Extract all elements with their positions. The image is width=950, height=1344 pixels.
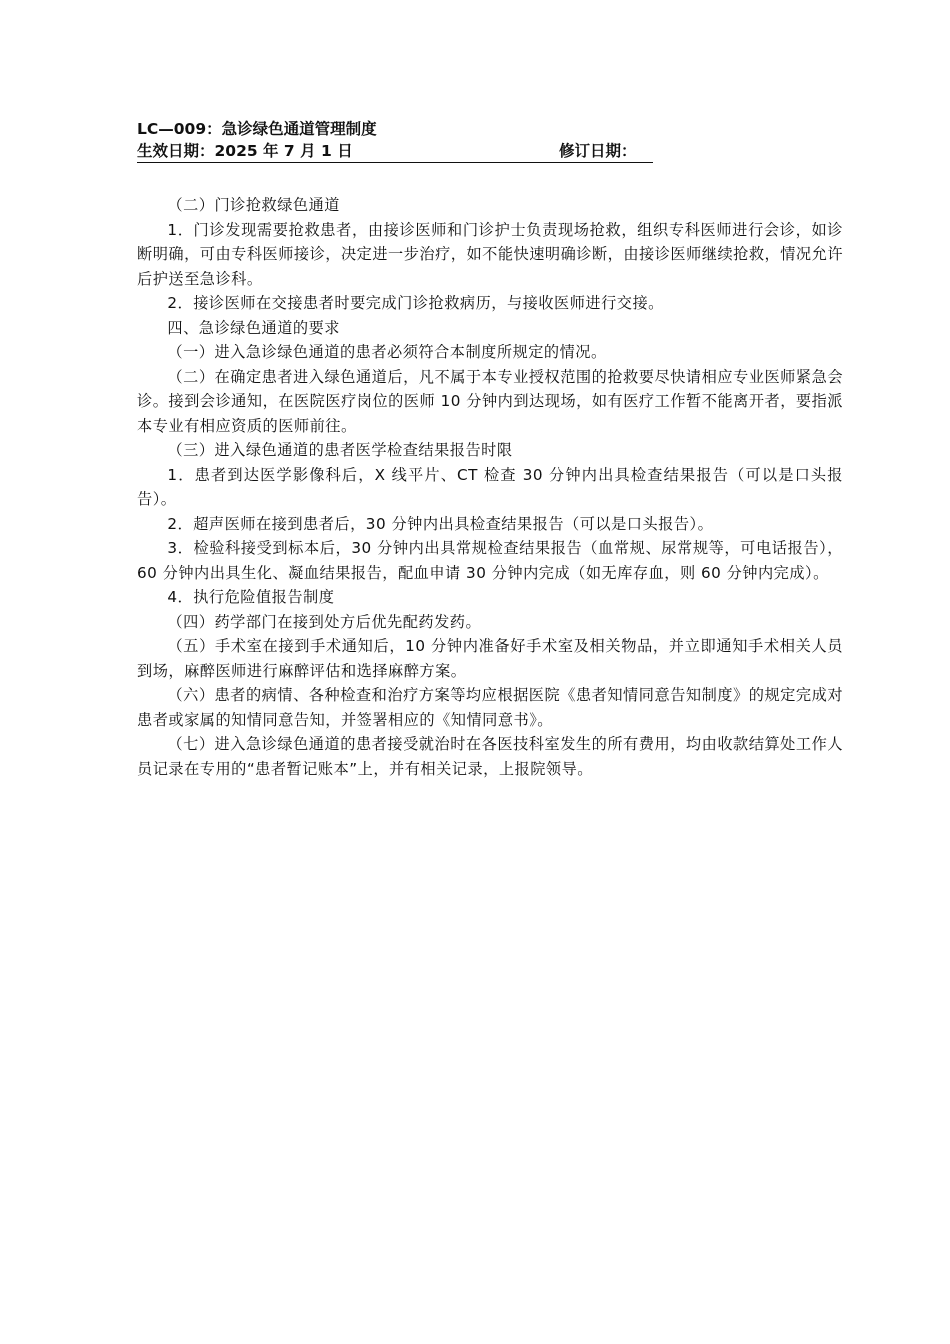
paragraph: （二）门诊抢救绿色通道 <box>167 196 340 214</box>
paragraph: 3．检验科接受到标本后，30 分钟内出具常规检查结果报告（血常规、尿常规等，可电话报告），60 分钟内出具生化、凝血结果报告，配血申请 30 分钟内完成（如无库存血，则 60 分钟内完成）。 <box>137 539 843 582</box>
paragraph: （三）进入绿色通道的患者医学检查结果报告时限 <box>167 441 513 459</box>
paragraph: （四）药学部门在接到处方后优先配药发药。 <box>167 612 482 631</box>
paragraph: 4．执行危险值报告制度 <box>167 588 335 606</box>
revise-date: 修订日期： <box>559 142 637 160</box>
document-body <box>137 193 843 781</box>
paragraph: （二）在确定患者进入绿色通道后，凡不属于本专业授权范围的抢救要尽快请相应专业医师紧急会诊。接到会诊通知，在医院医疗岗位的医师 10 分钟内到达现场，如有医疗工作暂不能离开者，要指派本专业有相应资质的医师前往。 <box>137 367 843 435</box>
paragraph: 2．超声医师在接到患者后，30 分钟内出具检查结果报告（可以是口头报告）。 <box>167 514 714 533</box>
paragraph: （五）手术室在接到手术通知后，10 分钟内准备好手术室及相关物品，并立即通知手术相关人员到场，麻醉医师进行麻醉评估和选择麻醉方案。 <box>137 637 843 680</box>
paragraph: （一）进入急诊绿色通道的患者必须符合本制度所规定的情况。 <box>167 343 607 361</box>
date-line <box>137 140 653 163</box>
paragraph: （七）进入急诊绿色通道的患者接受就治时在各医技科室发生的所有费用，均由收款结算处工作人员记录在专用的“患者暂记账本”上，并有相关记录，上报院领导。 <box>137 735 843 778</box>
document-header <box>137 118 657 163</box>
paragraph: （六）患者的病情、各种检查和治疗方案等均应根据医院《患者知情同意告知制度》的规定完成对患者或家属的知情同意告知，并签署相应的《知情同意书》。 <box>137 686 843 729</box>
paragraph: 1．门诊发现需要抢救患者，由接诊医师和门诊护士负责现场抢救，组织专科医师进行会诊，如诊断明确，可由专科医师接诊，决定进一步治疗，如不能快速明确诊断，由接诊医师继续抢救，情况允许后护送至急诊科。 <box>137 220 843 288</box>
paragraph: 2．接诊医师在交接患者时要完成门诊抢救病历，与接收医师进行交接。 <box>167 294 664 312</box>
document-title: LC—009：急诊绿色通道管理制度 <box>137 120 377 138</box>
effective-date: 生效日期：2025 年 7 月 1 日 <box>137 142 353 160</box>
paragraph: 1．患者到达医学影像科后，X 线平片、CT 检查 30 分钟内出具检查结果报告（可以是口头报告）。 <box>137 465 843 508</box>
section-heading: 四、急诊绿色通道的要求 <box>167 318 340 337</box>
